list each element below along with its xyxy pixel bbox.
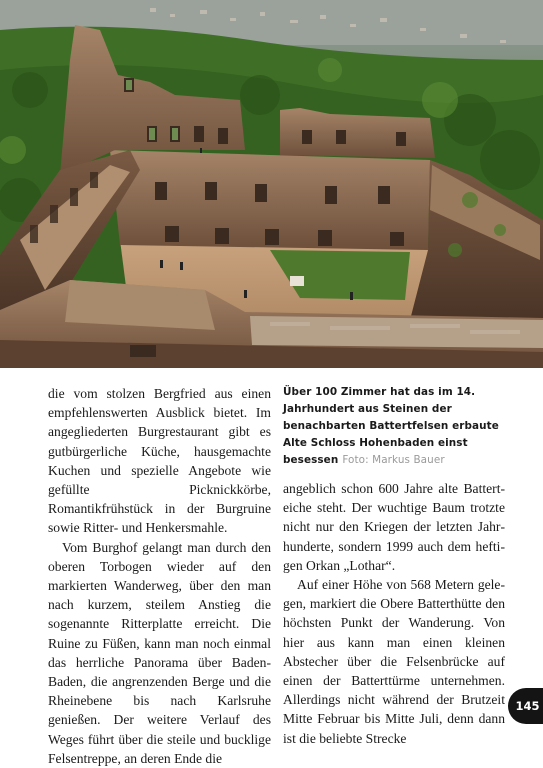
- left-text-column: [48, 384, 271, 768]
- page-number: 145: [515, 699, 540, 713]
- caption-text: Über 100 Zimmer hat das im 14. Jahrhundert aus Steinen der benachbarten Battertfelsen erbaute Alte Schloss Hohenbaden einst besessen: [283, 386, 499, 466]
- page-number-badge: [508, 688, 543, 724]
- right-text-column: [283, 479, 505, 748]
- right-paragraph-2: Auf einer Höhe von 568 Metern gelegen, markiert die Obere Batterthütte den höchsten Punkt der Wanderung. Von hier aus kann man einen kleinen Abstecher über die Felsenbrücke auf einen der Batterttürme unternehmen. Allerdings nicht während der Brutzeit Mitte Februar bis Mitte Juli, denn dann ist die beliebte Strecke: [283, 577, 505, 746]
- left-paragraph-2: Vom Burghof gelangt man durch den oberen Torbogen wieder auf den markierten Wanderweg, über den man nach kurzem, steilem Anstieg die sogenannte Ritterplatte erreicht. Die Ruine zu Füßen, kann man noch einmal das herrliche Panorama über Baden-Baden, die angrenzenden Berge und die Rheinebene bis nach Karlsruhe genießen. Der weitere Verlauf des Weges führt über die steile und bucklige Felsentreppe, an deren Ende die: [48, 539, 271, 766]
- left-paragraph-1: die vom stolzen Bergfried aus einen empfehlenswerten Ausblick bietet. Im angegliederten Burgrestaurant gibt es gutbürgerliche Küche, hausgemachte Kuchen und spezielle Angebote wie gefüllte Picknickkörbe, Romantikfrühstück in der Burgruine sowie Ritter- und Henkersmahle.: [48, 386, 271, 536]
- photo-caption: [283, 384, 505, 469]
- right-paragraph-1: angeblich schon 600 Jahre alte Batterteiche steht. Der wuchtige Baum trotzte nicht nur den Kriegen der letzten Jahrhunderte, sondern 1999 auch dem heftigen Orkan „Lothar“.: [283, 481, 505, 573]
- castle-ruin-photo: [0, 0, 543, 368]
- photo-credit: Foto: Markus Bauer: [342, 454, 445, 466]
